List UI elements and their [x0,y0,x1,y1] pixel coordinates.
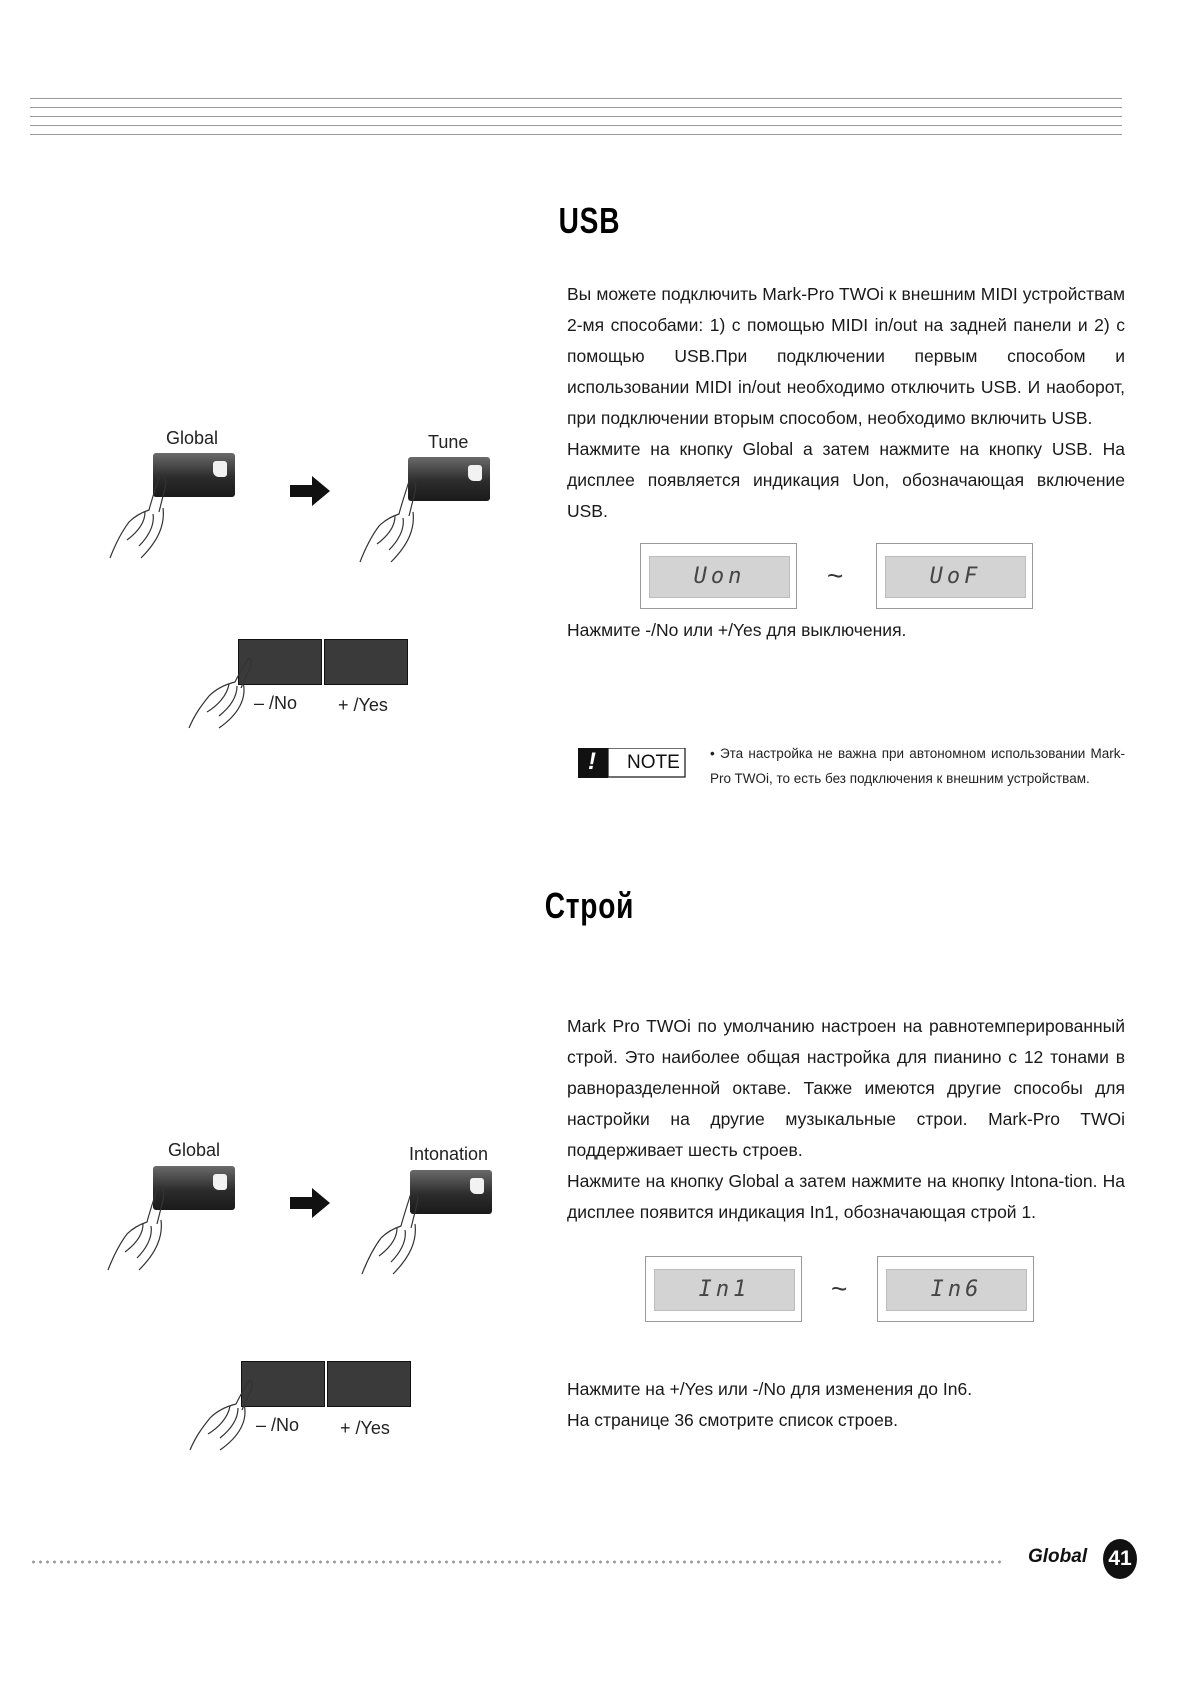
range-tilde: ~ [831,1273,848,1304]
right-arrow-icon [290,476,330,506]
yes-button-label: + /Yes [340,1418,390,1438]
lcd-display-in6 [877,1256,1034,1322]
range-tilde: ~ [827,560,844,591]
lcd-display-uof [876,543,1033,609]
tuning-paragraph-2: Нажмите на кнопку Global а затем нажмите на кнопку Intona-tion. На дисплее появится индикация In1, обозначающая строй 1. [567,1171,1125,1222]
button-led [213,461,227,477]
tuning-instruction-line-1: Нажмите на +/Yes или -/No для изменения до In6. [567,1379,973,1399]
yes-button [327,1361,411,1407]
usb-section-title: USB [558,200,621,241]
usb-instruction: Нажмите -/No или +/Yes для выключения. [567,620,907,640]
tuning-description [567,1011,1125,1228]
pressing-hand-icon [186,1374,261,1454]
footer-dotted-rule [30,1560,1005,1564]
pressing-hand-icon [355,472,430,567]
footer-section-label: Global [1028,1546,1088,1567]
tuning-section-title: Строй [544,885,635,926]
header-rule [30,98,1122,99]
tuning-instruction-line-2: На странице 36 смотрите список строев. [567,1410,899,1430]
usb-paragraph-2: Нажмите на кнопку Global а затем нажмите на кнопку USB. На дисплее появляется индикация Uon, обозначающая включение USB. [567,439,1125,521]
right-arrow-icon [290,1188,330,1218]
page-number: 41 [1103,1539,1137,1579]
lcd-display-in1 [645,1256,802,1322]
exclamation-icon: ! [588,748,596,775]
pressing-hand-icon [105,468,180,563]
button-led [468,465,482,481]
no-button-label: – /No [256,1415,300,1435]
no-button-label: – /No [254,693,298,713]
global-button-label: Global [168,1140,221,1160]
header-rule [30,125,1122,126]
yes-button [324,639,408,685]
lcd-readout: In1 [654,1269,795,1311]
button-led [470,1178,484,1194]
yes-button-label: + /Yes [338,695,388,715]
pressing-hand-icon [185,652,260,732]
intonation-button-label: Intonation [409,1144,489,1164]
usb-description [567,279,1125,527]
tuning-instruction [567,1374,1125,1436]
header-rule [30,107,1122,108]
header-rule [30,134,1122,135]
note-text: • Эта настройка не важна при автономном использовании Mark-Pro TWOi, то есть без подключения к внешним устройствам. [710,746,1125,786]
pressing-hand-icon [103,1180,178,1275]
usb-paragraph-1: Вы можете подключить Mark-Pro TWOi к внешним MIDI устройствам 2-мя способами: 1) с помощью MIDI in/out на задней панели и 2) с помощью USB.При подключении первым способом и использовании MIDI in/out необходимо отключить USB. И наоборот, при подключении вторым способом, необходимо включить USB. [567,284,1125,428]
tune-button-label: Tune [428,432,469,452]
lcd-readout: Uon [649,556,790,598]
lcd-readout: In6 [886,1269,1027,1311]
tuning-paragraph-1: Mark Pro TWOi по умолчанию настроен на равнотемперированный строй. Это наиболее общая настройка для пианино с 12 тонами в равноразделенной октаве. Также имеются другие способы для настройки на другие музыкальные строи. Mark-Pro TWOi поддерживает шесть строев. [567,1016,1125,1160]
global-button-label: Global [166,428,219,448]
note-label: NOTE [627,752,680,773]
header-rule [30,116,1122,117]
lcd-display-uon [640,543,797,609]
pressing-hand-icon [357,1184,432,1279]
lcd-readout: UoF [885,556,1026,598]
button-led [213,1174,227,1190]
